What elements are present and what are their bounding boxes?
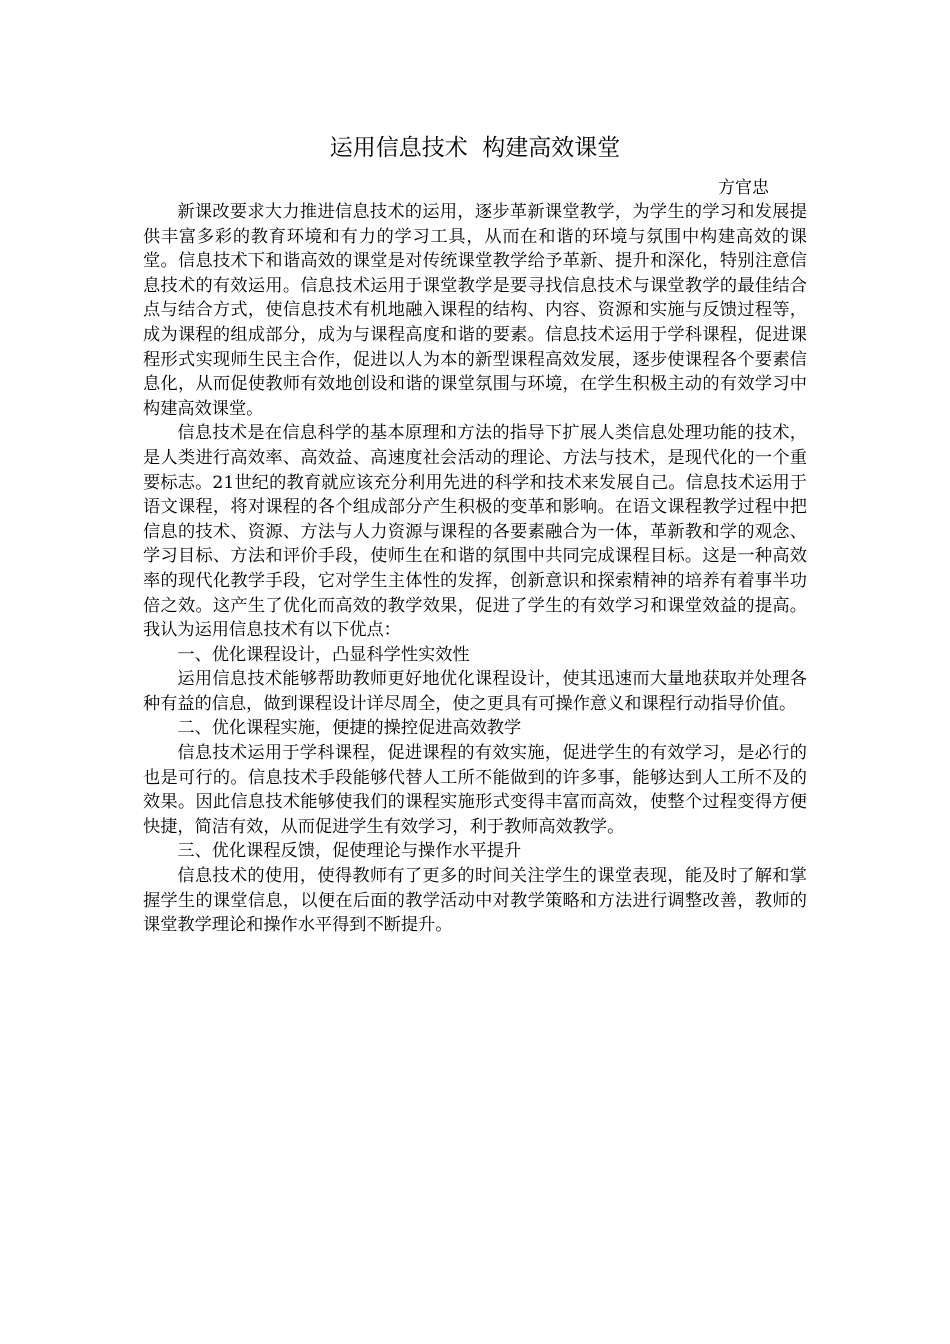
body-paragraph: 信息技术的使用，使得教师有了更多的时间关注学生的课堂表现，能及时了解和掌握学生的课堂信息，以便在后面的教学活动中对教学策略和方法进行调整改善，教师的课堂教学理论和操作水平得到不断提升。 — [143, 866, 807, 936]
body-paragraph: 新课改要求大力推进信息技术的运用，逐步革新课堂教学，为学生的学习和发展提供丰富多彩的教育环境和有力的学习工具，从而在和谐的环境与氛围中构建高效的课堂。信息技术下和谐高效的课堂是对传统课堂教学给予革新、提升和深化，特别注意信息技术的有效运用。信息技术运用于课堂教学是要寻找信息技术与课堂教学的最佳结合点与结合方式，使信息技术有机地融入课程的结构、内容、资源和实施与反馈过程等，成为课程的组成部分，成为与课程高度和谐的要素。信息技术运用于学科课程，促进课程形式实现师生民主合作，促进以人为本的新型课程高效发展，逐步使课程各个要素信息化，从而促使教师有效地创设和谐的课堂氛围与环境，在学生积极主动的有效学习中构建高效课堂。 — [143, 202, 807, 419]
document-title: 运用信息技术 构建高效课堂 — [329, 135, 621, 161]
section-heading: 一、优化课程设计，凸显科学性实效性 — [177, 644, 470, 665]
body-paragraph: 信息技术运用于学科课程，促进课程的有效实施，促进学生的有效学习，是必行的也是可行的。信息技术手段能够代替人工所不能做到的许多事，能够达到人工所不及的效果。因此信息技术能够使我们的课程实施形式变得丰富而高效，使整个过程变得方便快捷，简洁有效，从而促进学生有效学习，利于教师高效教学。 — [143, 743, 807, 837]
document-body — [143, 200, 807, 938]
author-name: 方官忠 — [718, 178, 769, 198]
section-heading: 三、优化课程反馈，促使理论与操作水平提升 — [177, 841, 522, 862]
body-paragraph: 信息技术是在信息科学的基本原理和方法的指导下扩展人类信息处理功能的技术，是人类进行高效率、高效益、高速度社会活动的理论、方法与技术，是现代化的一个重要标志。21世纪的教育就应该充分利用先进的科学和技术来发展自己。信息技术运用于语文课程，将对课程的各个组成部分产生积极的变革和影响。在语文课程教学过程中把信息的技术、资源、方法与人力资源与课程的各要素融合为一体，革新教和学的观念、学习目标、方法和评价手段，使师生在和谐的氛围中共同完成课程目标。这是一种高效率的现代化教学手段，它对学生主体性的发挥，创新意识和探索精神的培养有着事半功倍之效。这产生了优化而高效的教学效果，促进了学生的有效学习和课堂效益的提高。我认为运用信息技术有以下优点： — [143, 423, 807, 641]
section-heading: 二、优化课程实施，便捷的操控促进高效教学 — [177, 718, 522, 739]
body-paragraph: 运用信息技术能够帮助教师更好地优化课程设计，使其迅速而大量地获取并处理各种有益的信息，做到课程设计详尽周全，使之更具有可操作意义和课程行动指导价值。 — [143, 669, 807, 714]
